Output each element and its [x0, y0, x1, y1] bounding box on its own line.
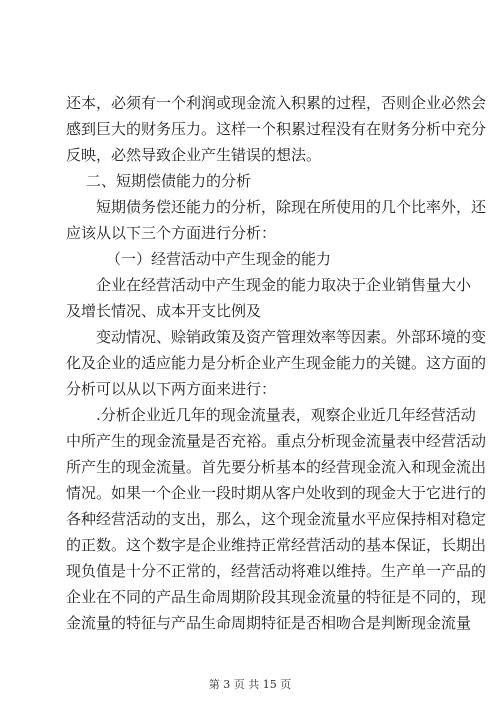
document-body	[66, 90, 487, 636]
paragraph-line: 应该从以下三个方面进行分析：	[66, 224, 277, 242]
paragraph-line: 企业在经营活动中产生现金的能力取决于企业销售量大小	[96, 276, 472, 294]
paragraph-line: 各种经营活动的支出，那么，这个现金流量水平应保持相对稳定	[66, 510, 487, 528]
paragraph-line: 企业在不同的产品生命周期阶段其现金流量的特征是不同的，现	[66, 588, 487, 606]
paragraph-line: 短期债务偿还能力的分析，除现在所使用的几个比率外，还	[96, 198, 487, 216]
paragraph-line: 情况。如果一个企业一段时期从客户处收到的现金大于它进行的	[66, 484, 487, 502]
paragraph-line: 感到巨大的财务压力。这样一个积累过程没有在财务分析中充分	[66, 120, 487, 138]
paragraph-line: 的正数。这个数字是企业维持正常经营活动的基本保证，长期出	[66, 536, 487, 554]
subsection-heading: （一）经营活动中产生现金的能力	[106, 250, 332, 268]
paragraph-line: 中所产生的现金流量是否充裕。重点分析现金流量表中经营活动	[66, 432, 487, 450]
paragraph-line: 所产生的现金流量。首先要分析基本的经营现金流入和现金流出	[66, 458, 487, 476]
paragraph-line: .分析企业近几年的现金流量表，观察企业近几年经营活动	[96, 406, 476, 424]
paragraph-line: 化及企业的适应能力是分析企业产生现金能力的关键。这方面的	[66, 354, 487, 372]
paragraph-line: 及增长情况、成本开支比例及	[66, 302, 262, 320]
paragraph-line: 分析可以从以下两方面来进行：	[66, 380, 277, 398]
paragraph-line: 变动情况、赊销政策及资产管理效率等因素。外部环境的变	[96, 328, 487, 346]
paragraph-line: 还本，必须有一个利润或现金流入积累的过程，否则企业必然会	[66, 94, 487, 112]
page-number-footer: 第 3 页 共 15 页	[208, 678, 292, 691]
paragraph-line: 金流量的特征与产品生命周期特征是否相吻合是判断现金流量	[66, 614, 472, 632]
paragraph-line: 现负值是十分不正常的，经营活动将难以维持。生产单一产品的	[66, 562, 487, 580]
section-heading: 二、短期偿债能力的分析	[86, 172, 252, 190]
paragraph-line: 反映，必然导致企业产生错误的想法。	[66, 146, 322, 164]
